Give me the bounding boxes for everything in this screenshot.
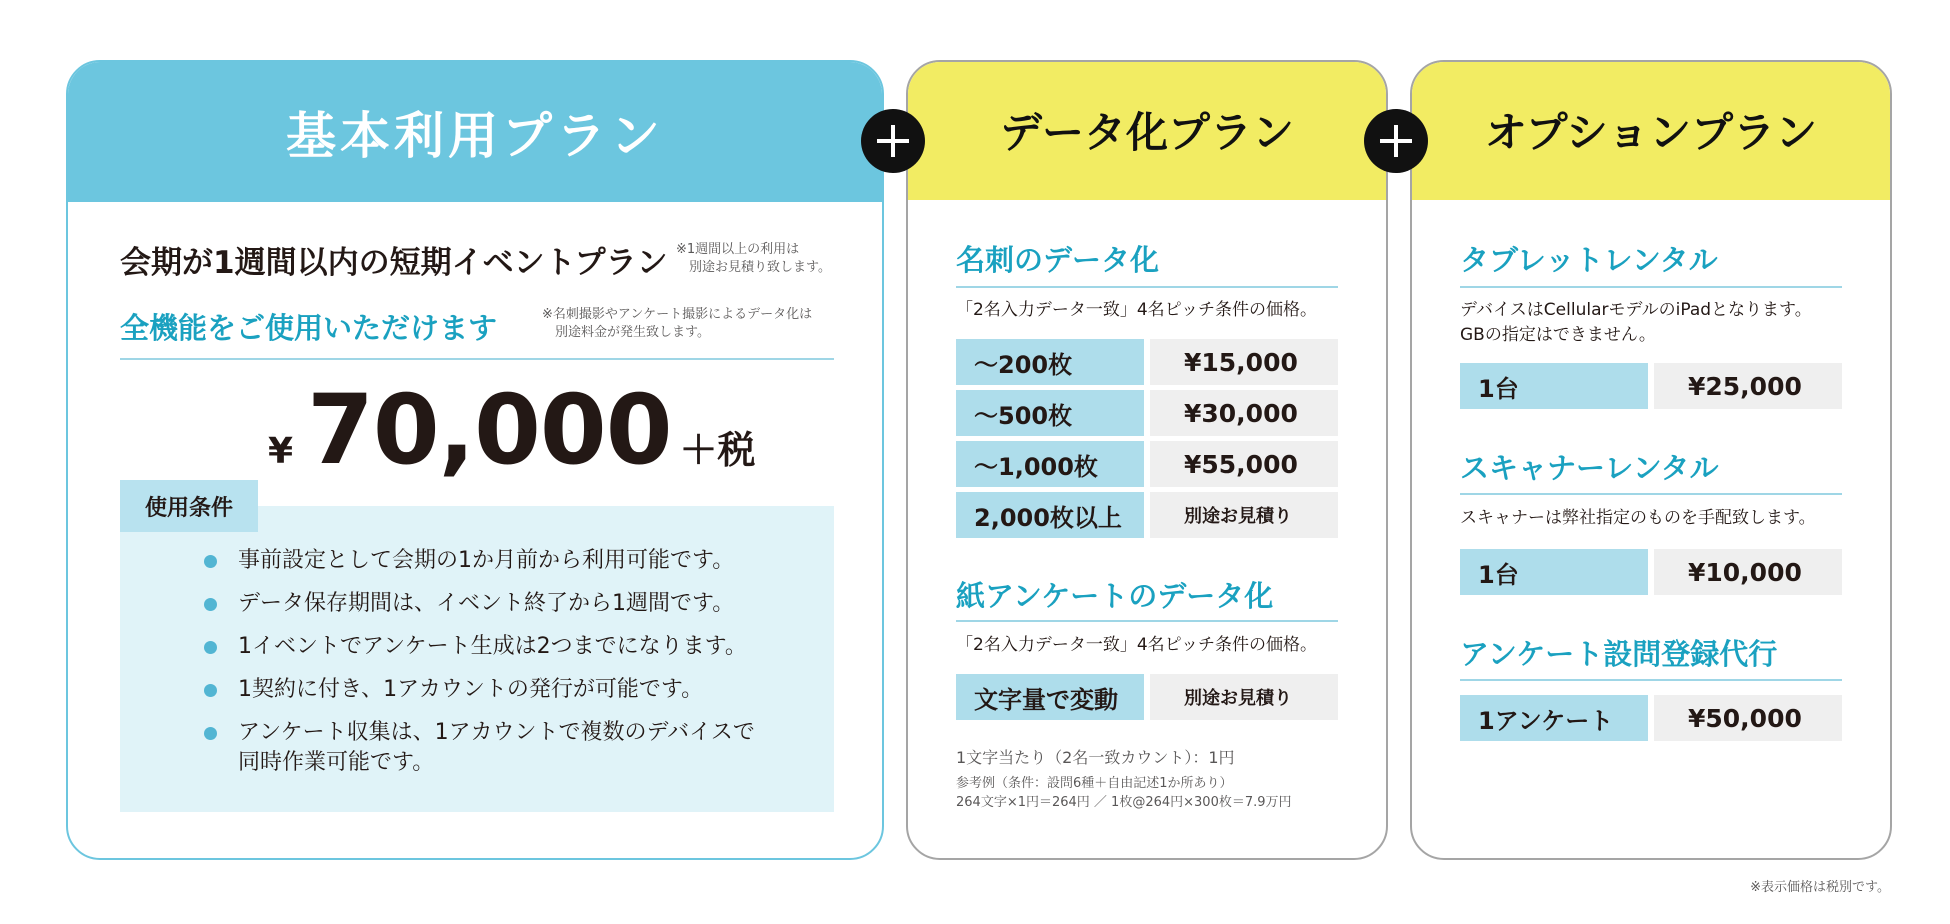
card-digitize-price-table xyxy=(956,339,1338,543)
price-row-value: 別途お見積り xyxy=(1150,674,1338,720)
data-plan-card xyxy=(906,60,1388,860)
price-row-label: 〜1,000枚 xyxy=(956,441,1144,487)
bullet-dot-icon xyxy=(204,641,217,654)
survey-registration-title: アンケート設問登録代行 xyxy=(1460,637,1778,671)
price-row xyxy=(956,441,1338,487)
divider xyxy=(1460,679,1842,681)
divider xyxy=(956,620,1338,622)
price-row xyxy=(956,390,1338,436)
price-row xyxy=(956,674,1338,720)
plus-icon xyxy=(1364,109,1428,173)
data-plan-header: データ化プラン xyxy=(906,60,1388,200)
price-row xyxy=(956,339,1338,385)
survey-digitize-price-table xyxy=(956,674,1338,725)
tax-footnote: ※表示価格は税別です。 xyxy=(1750,880,1890,895)
divider xyxy=(1460,493,1842,495)
condition-item: 事前設定として会期の1か月前から利用可能です。 xyxy=(204,546,755,576)
price-row-label: 1台 xyxy=(1460,549,1648,595)
conditions-label: 使用条件 xyxy=(120,480,258,532)
price-yen: ¥ xyxy=(268,431,294,472)
price-row-label: 1台 xyxy=(1460,363,1648,409)
condition-item: 1イベントでアンケート生成は2つまでになります。 xyxy=(204,632,755,662)
scanner-rental-title: スキャナーレンタル xyxy=(1460,451,1719,485)
price-row-label: 2,000枚以上 xyxy=(956,492,1144,538)
price-row-label: 1アンケート xyxy=(1460,695,1648,741)
basic-plan-title: 会期が1週間以内の短期イベントプラン xyxy=(120,245,668,281)
price-row-value: 別途お見積り xyxy=(1150,492,1338,538)
price-row-value: ¥15,000 xyxy=(1150,339,1338,385)
price-row xyxy=(956,492,1338,538)
scanner-rental-desc: スキャナーは弊社指定のものを手配致します。 xyxy=(1460,508,1816,528)
condition-item: データ保存期間は、イベント終了から1週間です。 xyxy=(204,589,755,619)
bullet-dot-icon xyxy=(204,684,217,697)
plus-icon xyxy=(861,109,925,173)
basic-plan-price xyxy=(268,374,756,486)
bullet-dot-icon xyxy=(204,727,217,740)
price-row-value: ¥55,000 xyxy=(1150,441,1338,487)
price-row-label: 文字量で変動 xyxy=(956,674,1144,720)
basic-plan-header: 基本利用プラン xyxy=(68,62,882,202)
price-row-label: 〜500枚 xyxy=(956,390,1144,436)
divider xyxy=(1460,286,1842,288)
option-plan-card xyxy=(1410,60,1892,860)
basic-plan-note-extra: ※名刺撮影やアンケート撮影によるデータ化は 別途料金が発生致します。 xyxy=(542,307,813,340)
card-digitize-title: 名刺のデータ化 xyxy=(956,243,1160,277)
bullet-dot-icon xyxy=(204,555,217,568)
survey-registration-price-table xyxy=(1460,695,1842,746)
price-row-value: ¥50,000 xyxy=(1654,695,1842,741)
survey-digitize-title: 紙アンケートのデータ化 xyxy=(956,579,1274,613)
price-row-value: ¥10,000 xyxy=(1654,549,1842,595)
price-row-value: ¥25,000 xyxy=(1654,363,1842,409)
survey-digitize-desc: 「2名入力データ一致」4名ピッチ条件の価格。 xyxy=(956,635,1317,655)
price-row xyxy=(1460,549,1842,595)
option-plan-header: オプションプラン xyxy=(1410,60,1892,200)
card-digitize-desc: 「2名入力データ一致」4名ピッチ条件の価格。 xyxy=(956,300,1317,320)
price-row xyxy=(1460,695,1842,741)
price-row xyxy=(1460,363,1842,409)
price-row-label: 〜200枚 xyxy=(956,339,1144,385)
bullet-dot-icon xyxy=(204,598,217,611)
basic-plan-subtitle: 全機能をご使用いただけます xyxy=(120,311,498,345)
conditions-box xyxy=(120,506,834,812)
survey-example-note: 参考例（条件：設問6種＋自由記述1か所あり） 264文字×1円＝264円 ／ 1枚@264円×300枚＝7.9万円 xyxy=(956,776,1292,810)
tablet-rental-desc: デバイスはCellularモデルのiPadとなります。 GBの指定はできません。 xyxy=(1460,300,1812,345)
condition-item: 1契約に付き、1アカウントの発行が可能です。 xyxy=(204,675,755,705)
price-row-value: ¥30,000 xyxy=(1150,390,1338,436)
price-amount: 70,000 xyxy=(307,374,672,486)
basic-plan-card xyxy=(66,60,884,860)
divider xyxy=(956,286,1338,288)
divider xyxy=(120,358,834,360)
conditions-list xyxy=(204,546,755,791)
survey-unit-price-note: 1文字当たり（2名一致カウント）：1円 xyxy=(956,748,1235,767)
tablet-rental-title: タブレットレンタル xyxy=(1460,243,1718,277)
price-tax: ＋税 xyxy=(679,428,756,472)
tablet-price-table xyxy=(1460,363,1842,414)
condition-item: アンケート収集は、1アカウントで複数のデバイスで 同時作業可能です。 xyxy=(204,718,755,778)
scanner-price-table xyxy=(1460,549,1842,600)
basic-plan-note-week: ※1週間以上の利用は 別途お見積り致します。 xyxy=(676,242,831,275)
